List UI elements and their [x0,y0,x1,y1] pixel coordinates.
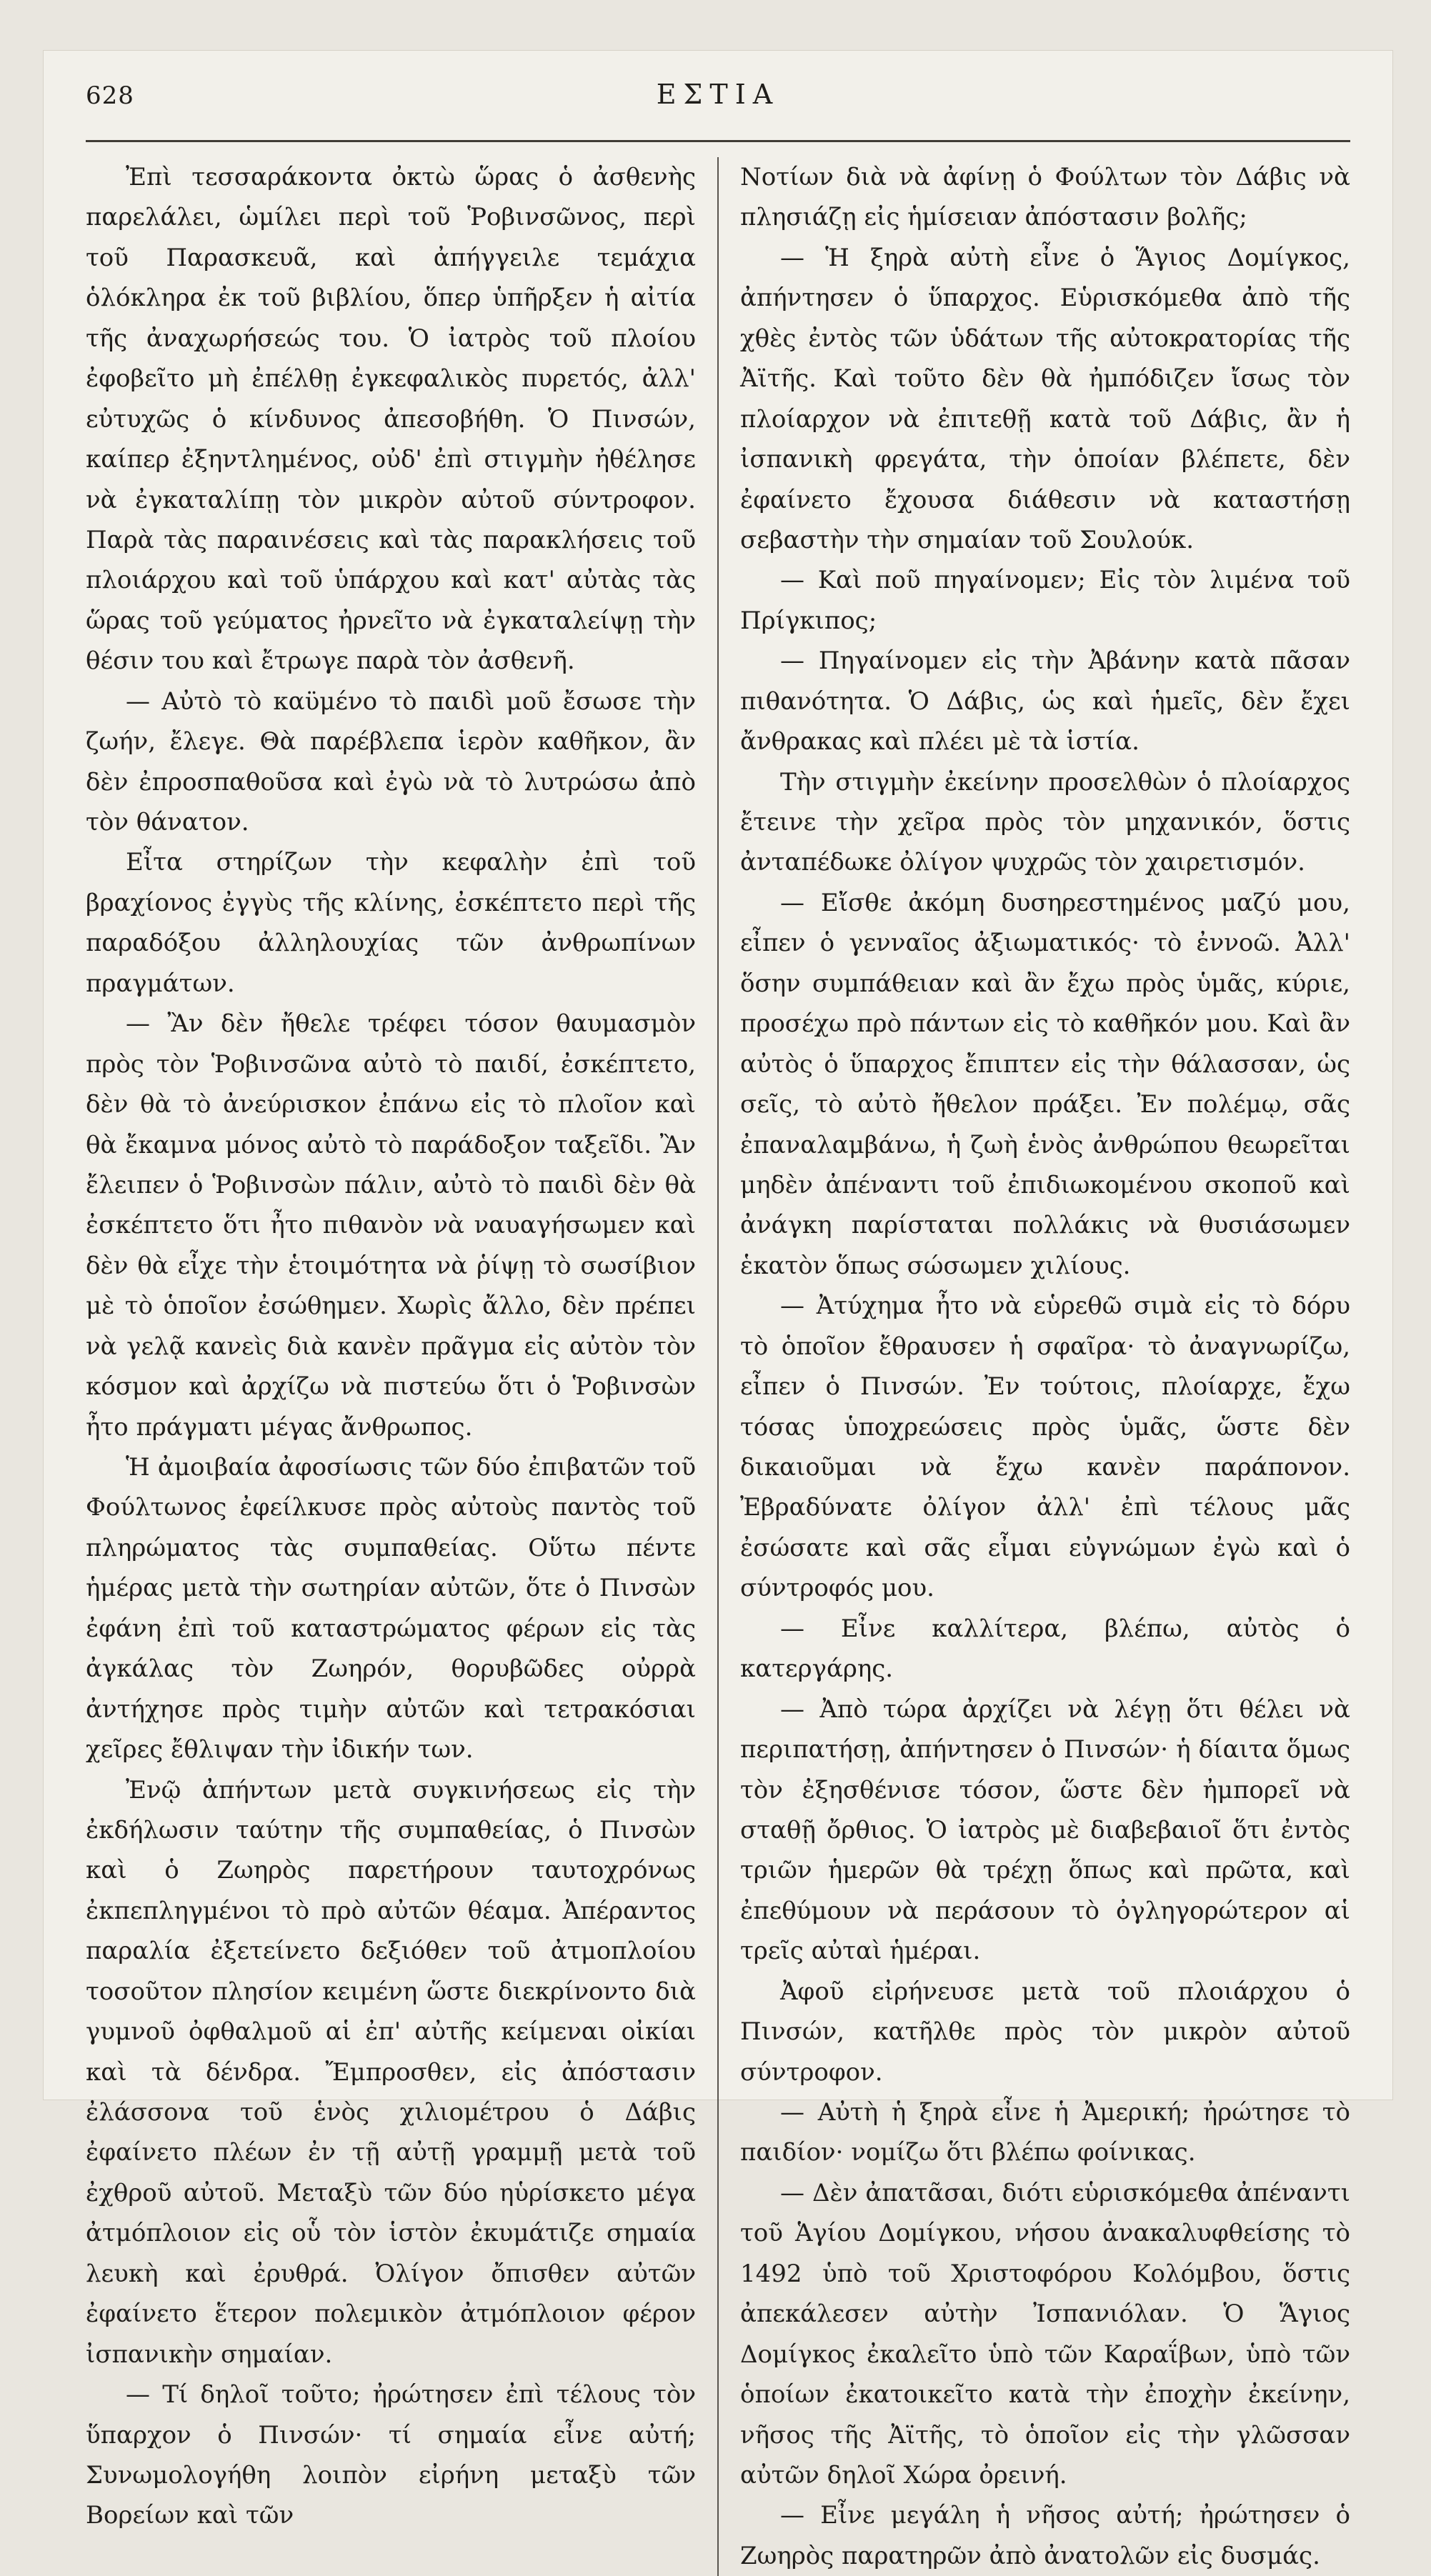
header-rule [86,140,1350,142]
paragraph: — Ἂν δὲν ἤθελε τρέφει τόσον θαυμασμὸν πρὸς τὸν Ῥοβινσῶνα αὐτὸ τὸ παιδί, ἐσκέπτετο, δὲν θὰ τὸ ἀνεύρισκον ἐπάνω εἰς τὸ πλοῖον καὶ θὰ ἔκαμνα μόνος αὐτὸ τὸ παράδοξον ταξεῖδι. Ἂν ἔλειπεν ὁ Ῥοβινσὼν πάλιν, αὐτὸ τὸ παιδὶ δὲν θὰ ἐσκέπτετο ὅτι ἦτο πιθανὸν νὰ ναυαγήσωμεν καὶ δὲν θὰ εἶχε τὴν ἑτοιμότητα νὰ ῥίψῃ τὸ σωσίβιον μὲ τὸ ὁποῖον ἐσώθημεν. Χωρὶς ἄλλο, δὲν πρέπει νὰ γελᾷ κανεὶς διὰ κανὲν πρᾶγμα εἰς αὐτὸν τὸν κόσμον καὶ ἀρχίζω νὰ πιστεύω ὅτι ὁ Ῥοβινσὼν ἦτο πράγματι μέγας ἄνθρωπος. [86,1009,696,1442]
paragraph: Νοτίων διὰ νὰ ἀφίνῃ ὁ Φούλτων τὸν Δάβις νὰ πλησιάζῃ εἰς ἡμίσειαν ἀπόστασιν βολῆς; [740,163,1350,232]
journal-title: ΕΣΤΙΑ [656,79,780,110]
paragraph: Ἡ ἀμοιβαία ἀφοσίωσις τῶν δύο ἐπιβατῶν τοῦ Φούλτωνος ἐφείλκυσε πρὸς αὐτοὺς παντὸς τοῦ πληρώματος τὰς συμπαθείας. Οὕτω πέντε ἡμέρας μετὰ τὴν σωτηρίαν αὐτῶν, ὅτε ὁ Πινσὼν ἐφάνη ἐπὶ τοῦ καταστρώματος φέρων εἰς τὰς ἀγκάλας τὸν Ζωηρόν, θορυβῶδες οὐρρὰ ἀντήχησε πρὸς τιμὴν αὐτῶν καὶ τετρακόσιαι χεῖρες ἔθλιψαν τὴν ἰδικήν των. [86,1453,696,1764]
paragraph: — Αὐτὴ ἡ ξηρὰ εἶνε ἡ Ἀμερική; ἠρώτησε τὸ παιδίον· νομίζω ὅτι βλέπω φοίνικας. [740,2098,1350,2167]
paragraph: — Καὶ ποῦ πηγαίνομεν; Εἰς τὸν λιμένα τοῦ Πρίγκιπος; [740,566,1350,635]
paragraph: — Εἶνε μεγάλη ἡ νῆσος αὐτή; ἠρώτησεν ὁ Ζωηρὸς παρατηρῶν ἀπὸ ἀνατολῶν εἰς δυσμάς. [740,2501,1350,2570]
paragraph: Τὴν στιγμὴν ἐκείνην προσελθὼν ὁ πλοίαρχος ἔτεινε τὴν χεῖρα πρὸς τὸν μηχανικόν, ὅστις ἀνταπέδωκε ὀλίγον ψυχρῶς τὸν χαιρετισμόν. [740,767,1350,877]
page-header [86,71,1350,129]
paragraph: — Ἀπὸ τώρα ἀρχίζει νὰ λέγῃ ὅτι θέλει νὰ περιπατήσῃ, ἀπήντησεν ὁ Πινσών· ἡ δίαιτα ὅμως τὸν ἐξησθένισε τόσον, ὥστε δὲν ἠμπορεῖ νὰ σταθῇ ὄρθιος. Ὁ ἰατρὸς μὲ διαβεβαιοῖ ὅτι ἐντὸς τριῶν ἡμερῶν θὰ τρέχῃ ὅπως καὶ πρῶτα, καὶ ἐπεθύμουν νὰ περάσουν τὸ ὀγληγορώτερον αἱ τρεῖς αὐταὶ ἡμέραι. [740,1694,1350,1966]
paragraph: Ἀφοῦ εἰρήνευσε μετὰ τοῦ πλοιάρχου ὁ Πινσών, κατῆλθε πρὸς τὸν μικρὸν αὐτοῦ σύντροφον. [740,1977,1350,2087]
column-divider [717,157,719,2576]
paragraph: Ἐπὶ τεσσαράκοντα ὀκτὼ ὥρας ὁ ἀσθενὴς παρελάλει, ὡμίλει περὶ τοῦ Ῥοβινσῶνος, περὶ τοῦ Παρασκευᾶ, καὶ ἀπήγγειλε τεμάχια ὁλόκληρα ἐκ τοῦ βιβλίου, ὅπερ ὑπῆρξεν ἡ αἰτία τῆς ἀναχωρήσεώς του. Ὁ ἰατρὸς τοῦ πλοίου ἐφοβεῖτο μὴ ἐπέλθῃ ἐγκεφαλικὸς πυρετός, ἀλλ' εὐτυχῶς ὁ κίνδυνος ἀπεσοβήθη. Ὁ Πινσών, καίπερ ἐξηντλημένος, οὐδ' ἐπὶ στιγμὴν ἠθέλησε νὰ ἐγκαταλίπῃ τὸν μικρὸν αὐτοῦ σύντροφον. Παρὰ τὰς παραινέσεις καὶ τὰς παρακλήσεις τοῦ πλοιάρχου καὶ τοῦ ὑπάρχου καὶ κατ' αὐτὰς τὰς ὥρας τοῦ γεύματος ἠρνεῖτο νὰ ἐγκαταλείψῃ τὴν θέσιν του καὶ ἔτρωγε παρὰ τὸν ἀσθενῆ. [86,163,696,676]
page-number: 628 [86,81,134,110]
paragraph: — Εἶνε καλλίτερα, βλέπω, αὐτὸς ὁ κατεργάρης. [740,1614,1350,1684]
paragraph: Ἐνῷ ἀπήντων μετὰ συγκινήσεως εἰς τὴν ἐκδήλωσιν ταύτην τῆς συμπαθείας, ὁ Πινσὼν καὶ ὁ Ζωηρὸς παρετήρουν ταυτοχρόνως ἐκπεπληγμένοι τὸ πρὸ αὐτῶν θέαμα. Ἀπέραντος παραλία ἐξετείνετο δεξιόθεν τοῦ ἀτμοπλοίου τοσοῦτον πλησίον κειμένη ὥστε διεκρίνοντο διὰ γυμνοῦ ὀφθαλμοῦ αἱ ἐπ' αὐτῆς κείμεναι οἰκίαι καὶ τὰ δένδρα. Ἔμπροσθεν, εἰς ἀπόστασιν ἐλάσσονα τοῦ ἑνὸς χιλιομέτρου ὁ Δάβις ἐφαίνετο πλέων ἐν τῇ αὐτῇ γραμμῇ μετὰ τοῦ ἐχθροῦ αὐτοῦ. Μεταξὺ τῶν δύο ηὑρίσκετο μέγα ἀτμόπλοιον εἰς οὗ τὸν ἱστὸν ἐκυμάτιζε σημαία λευκὴ καὶ ἐρυθρά. Ὀλίγον ὄπισθεν αὐτῶν ἐφαίνετο ἕτερον πολεμικὸν ἀτμόπλοιον φέρον ἰσπανικὴν σημαίαν. [86,1775,696,2369]
paragraph: — Αὐτὸ τὸ καϋμένο τὸ παιδὶ μοῦ ἔσωσε τὴν ζωήν, ἔλεγε. Θὰ παρέβλεπα ἱερὸν καθῆκον, ἂν δὲν ἐπροσπαθοῦσα καὶ ἐγὼ νὰ τὸ λυτρώσω ἀπὸ τὸν θάνατον. [86,687,696,837]
paragraph: — Δὲν ἀπατᾶσαι, διότι εὑρισκόμεθα ἀπέναντι τοῦ Ἁγίου Δομίγκου, νήσου ἀνακαλυφθείσης τὸ 1492 ὑπὸ τοῦ Χριστοφόρου Κολόμβου, ὅστις ἀπεκάλεσεν αὐτὴν Ἰσπανιόλαν. Ὁ Ἅγιος Δομίγκος ἐκαλεῖτο ὑπὸ τῶν Καραΐβων, ὑπὸ τῶν ὁποίων ἐκατοικεῖτο κατὰ τὴν ἐποχὴν ἐκείνην, νῆσος τῆς Ἀϊτῆς, τὸ ὁποῖον εἰς τὴν γλῶσσαν αὐτῶν δηλοῖ Χώρα ὀρεινή. [740,2178,1350,2490]
paragraph: — Πηγαίνομεν εἰς τὴν Ἀβάνην κατὰ πᾶσαν πιθανότητα. Ὁ Δάβις, ὡς καὶ ἡμεῖς, δὲν ἔχει ἄνθρακας καὶ πλέει μὲ τὰ ἱστία. [740,647,1350,757]
paragraph: Εἶτα στηρίζων τὴν κεφαλὴν ἐπὶ τοῦ βραχίονος ἐγγὺς τῆς κλίνης, ἐσκέπτετο περὶ τῆς παραδόξου ἀλληλουχίας τῶν ἀνθρωπίνων πραγμάτων. [86,848,696,998]
document-page [43,50,1393,2570]
paragraph: — Εἴσθε ἀκόμη δυσηρεστημένος μαζύ μου, εἶπεν ὁ γενναῖος ἀξιωματικός· τὸ ἐννοῶ. Ἀλλ' ὅσην συμπάθειαν καὶ ἂν ἔχω πρὸς ὑμᾶς, κύριε, προσέχω πρὸ πάντων εἰς τὸ καθῆκόν μου. Καὶ ἂν αὐτὸς ὁ ὕπαρχος ἔπιπτεν εἰς τὴν θάλασσαν, ὡς σεῖς, τὸ αὐτὸ ἤθελον πράξει. Ἐν πολέμῳ, σᾶς ἐπαναλαμβάνω, ἡ ζωὴ ἑνὸς ἀνθρώπου θεωρεῖται μηδὲν ἀπέναντι τοῦ ἐπιδιωκομένου σκοποῦ καὶ ἀνάγκη παρίσταται πολλάκις νὰ θυσιάσωμεν ἑκατὸν ὅπως σώσωμεν χιλίους. [740,888,1350,1280]
paragraph: — Τί δηλοῖ τοῦτο; ἠρώτησεν ἐπὶ τέλους τὸν ὕπαρχον ὁ Πινσών· τί σημαία εἶνε αὐτή; Συνωμολογήθη λοιπὸν εἰρήνη μεταξὺ τῶν Βορείων καὶ τῶν [86,2380,696,2530]
right-column [740,157,1350,2576]
paragraph: — Ἡ ξηρὰ αὐτὴ εἶνε ὁ Ἅγιος Δομίγκος, ἀπήντησεν ὁ ὕπαρχος. Εὑρισκόμεθα ἀπὸ τῆς χθὲς ἐντὸς τῶν ὑδάτων τῆς αὐτοκρατορίας τῆς Ἀϊτῆς. Καὶ τοῦτο δὲν θὰ ἠμπόδιζεν ἴσως τὸν πλοίαρχον νὰ ἐπιτεθῇ κατὰ τοῦ Δάβις, ἂν ἡ ἰσπανικὴ φρεγάτα, τὴν ὁποίαν βλέπετε, δὲν ἐφαίνετο ἔχουσα διάθεσιν νὰ καταστήσῃ σεβαστὴν τὴν σημαίαν τοῦ Σουλούκ. [740,243,1350,554]
left-column [86,157,696,2576]
text-columns [86,157,1350,2570]
paragraph: — Ἀτύχημα ἦτο νὰ εὑρεθῶ σιμὰ εἰς τὸ δόρυ τὸ ὁποῖον ἔθραυσεν ἡ σφαῖρα· τὸ ἀναγνωρίζω, εἶπεν ὁ Πινσών. Ἐν τούτοις, πλοίαρχε, ἔχω τόσας ὑποχρεώσεις πρὸς ὑμᾶς, ὥστε δὲν δικαιοῦμαι νὰ ἔχω κανὲν παράπονον. Ἐβραδύνατε ὀλίγον ἀλλ' ἐπὶ τέλους μᾶς ἐσώσατε καὶ σᾶς εἶμαι εὐγνώμων ἐγὼ καὶ ὁ σύντροφός μου. [740,1292,1350,1603]
